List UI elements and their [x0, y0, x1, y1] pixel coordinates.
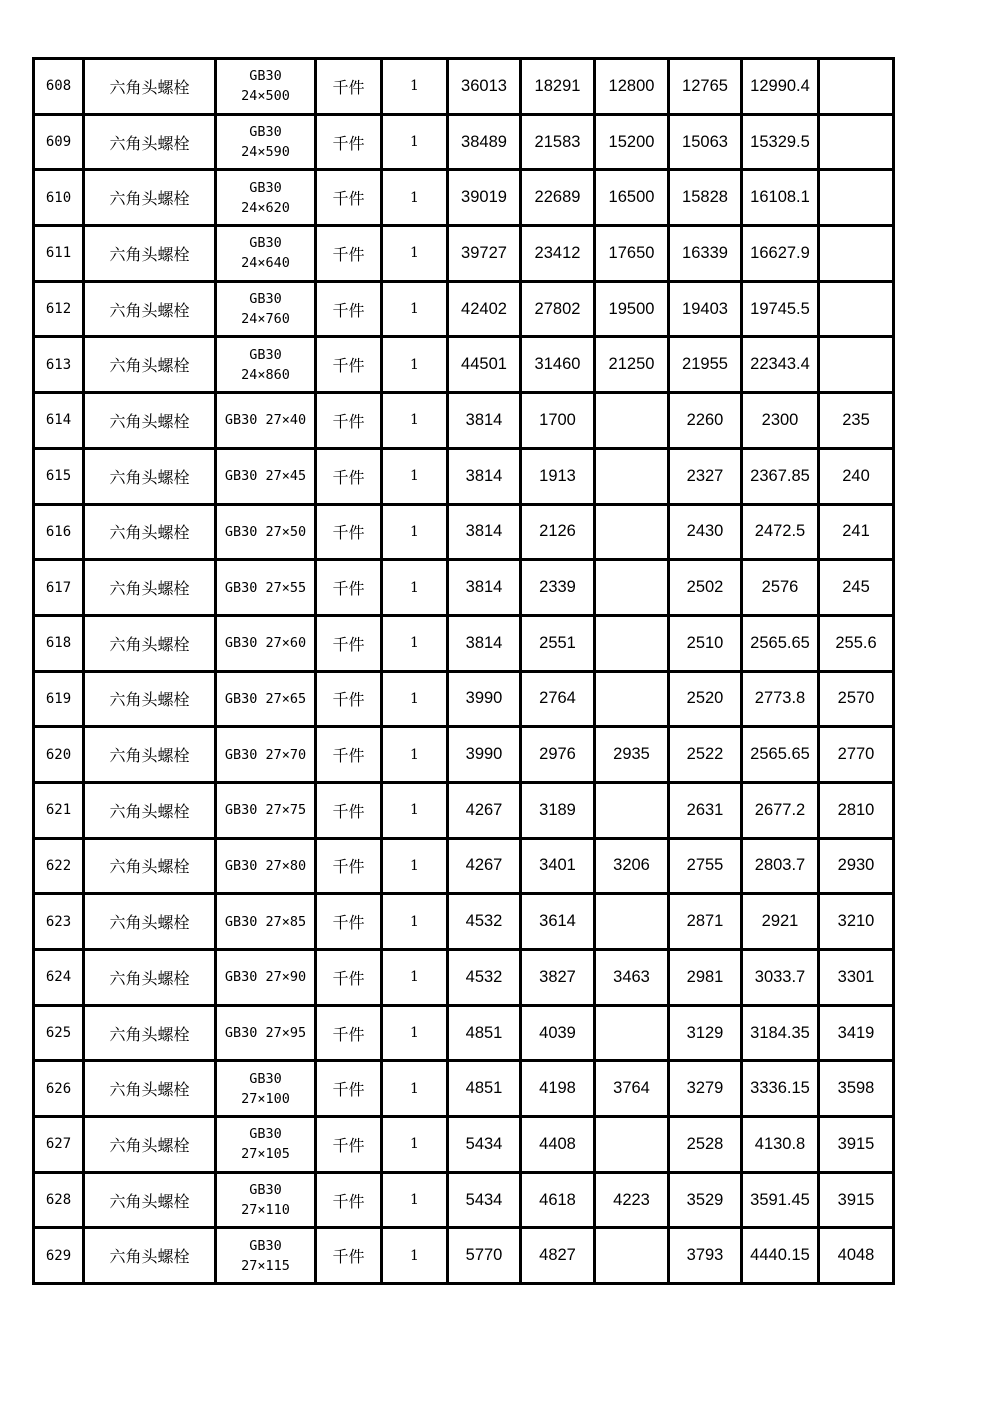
item-number-cell: 615 — [34, 448, 84, 504]
item-number-cell: 613 — [34, 337, 84, 393]
item-name-cell: 六角头螺栓 — [84, 560, 216, 616]
item-name-cell: 六角头螺栓 — [84, 1005, 216, 1061]
price-col-2-cell: 4198 — [521, 1061, 595, 1117]
price-col-3-cell — [595, 560, 669, 616]
price-col-6-cell: 2930 — [819, 838, 894, 894]
item-spec-cell: GB30 27×45 — [216, 448, 316, 504]
table-row — [34, 1228, 894, 1284]
price-col-2-cell: 23412 — [521, 226, 595, 282]
price-col-1-cell: 3814 — [448, 393, 521, 449]
item-spec-cell: GB30 27×100 — [216, 1061, 316, 1117]
item-name-cell: 六角头螺栓 — [84, 1117, 216, 1173]
item-qty-cell: 1 — [382, 281, 448, 337]
price-col-1-cell: 3814 — [448, 504, 521, 560]
price-col-1-cell: 3990 — [448, 727, 521, 783]
item-qty-cell: 1 — [382, 560, 448, 616]
item-number-cell: 623 — [34, 894, 84, 950]
price-col-2-cell: 1913 — [521, 448, 595, 504]
item-unit-cell: 千件 — [316, 615, 382, 671]
item-qty-cell: 1 — [382, 838, 448, 894]
price-col-6-cell: 4048 — [819, 1228, 894, 1284]
price-col-4-cell: 3129 — [669, 1005, 742, 1061]
price-table — [32, 57, 895, 1285]
price-col-5-cell: 2300 — [742, 393, 819, 449]
price-col-5-cell: 16108.1 — [742, 170, 819, 226]
price-col-4-cell: 21955 — [669, 337, 742, 393]
price-col-6-cell: 255.6 — [819, 615, 894, 671]
item-spec-cell: GB30 27×70 — [216, 727, 316, 783]
item-unit-cell: 千件 — [316, 114, 382, 170]
price-col-6-cell: 240 — [819, 448, 894, 504]
price-col-2-cell: 4827 — [521, 1228, 595, 1284]
item-unit-cell: 千件 — [316, 281, 382, 337]
item-spec-cell: GB30 24×500 — [216, 59, 316, 115]
item-qty-cell: 1 — [382, 615, 448, 671]
price-col-2-cell: 2764 — [521, 671, 595, 727]
item-qty-cell: 1 — [382, 727, 448, 783]
item-number-cell: 618 — [34, 615, 84, 671]
price-col-1-cell: 4532 — [448, 950, 521, 1006]
table-row — [34, 448, 894, 504]
price-col-5-cell: 3336.15 — [742, 1061, 819, 1117]
price-col-5-cell: 2472.5 — [742, 504, 819, 560]
item-number-cell: 622 — [34, 838, 84, 894]
price-col-2-cell: 4618 — [521, 1172, 595, 1228]
item-unit-cell: 千件 — [316, 950, 382, 1006]
table-row — [34, 727, 894, 783]
price-col-1-cell: 38489 — [448, 114, 521, 170]
price-col-3-cell: 2935 — [595, 727, 669, 783]
price-col-2-cell: 1700 — [521, 393, 595, 449]
item-number-cell: 614 — [34, 393, 84, 449]
item-spec-cell: GB30 27×95 — [216, 1005, 316, 1061]
item-spec-cell: GB30 27×80 — [216, 838, 316, 894]
item-number-cell: 624 — [34, 950, 84, 1006]
price-col-3-cell — [595, 1228, 669, 1284]
item-name-cell: 六角头螺栓 — [84, 671, 216, 727]
price-col-4-cell: 2510 — [669, 615, 742, 671]
price-col-3-cell: 12800 — [595, 59, 669, 115]
item-qty-cell: 1 — [382, 1117, 448, 1173]
item-unit-cell: 千件 — [316, 782, 382, 838]
price-col-5-cell: 12990.4 — [742, 59, 819, 115]
item-qty-cell: 1 — [382, 448, 448, 504]
item-name-cell: 六角头螺栓 — [84, 1061, 216, 1117]
price-col-4-cell: 2430 — [669, 504, 742, 560]
price-col-6-cell: 235 — [819, 393, 894, 449]
item-qty-cell: 1 — [382, 1061, 448, 1117]
price-col-6-cell — [819, 59, 894, 115]
price-col-1-cell: 4851 — [448, 1061, 521, 1117]
price-col-6-cell: 3301 — [819, 950, 894, 1006]
price-col-3-cell — [595, 782, 669, 838]
item-qty-cell: 1 — [382, 671, 448, 727]
price-col-1-cell: 4532 — [448, 894, 521, 950]
item-number-cell: 610 — [34, 170, 84, 226]
price-col-4-cell: 2528 — [669, 1117, 742, 1173]
item-number-cell: 620 — [34, 727, 84, 783]
price-col-4-cell: 2327 — [669, 448, 742, 504]
item-qty-cell: 1 — [382, 950, 448, 1006]
item-unit-cell: 千件 — [316, 504, 382, 560]
price-col-2-cell: 3827 — [521, 950, 595, 1006]
price-col-2-cell: 31460 — [521, 337, 595, 393]
item-spec-cell: GB30 27×105 — [216, 1117, 316, 1173]
price-col-1-cell: 4851 — [448, 1005, 521, 1061]
price-col-4-cell: 2502 — [669, 560, 742, 616]
price-col-5-cell: 2367.85 — [742, 448, 819, 504]
price-col-4-cell: 2260 — [669, 393, 742, 449]
price-col-2-cell: 2976 — [521, 727, 595, 783]
item-spec-cell: GB30 27×110 — [216, 1172, 316, 1228]
item-spec-cell: GB30 24×620 — [216, 170, 316, 226]
price-col-4-cell: 15063 — [669, 114, 742, 170]
item-spec-cell: GB30 27×90 — [216, 950, 316, 1006]
item-name-cell: 六角头螺栓 — [84, 727, 216, 783]
table-row — [34, 838, 894, 894]
price-col-6-cell — [819, 114, 894, 170]
table-row — [34, 59, 894, 115]
price-col-6-cell — [819, 170, 894, 226]
price-col-6-cell: 3419 — [819, 1005, 894, 1061]
item-number-cell: 629 — [34, 1228, 84, 1284]
item-name-cell: 六角头螺栓 — [84, 114, 216, 170]
price-col-6-cell: 3598 — [819, 1061, 894, 1117]
price-col-4-cell: 2755 — [669, 838, 742, 894]
price-col-3-cell — [595, 393, 669, 449]
table-row — [34, 281, 894, 337]
price-col-6-cell: 2810 — [819, 782, 894, 838]
table-row — [34, 560, 894, 616]
price-col-6-cell — [819, 281, 894, 337]
table-row — [34, 615, 894, 671]
item-qty-cell: 1 — [382, 1228, 448, 1284]
price-col-4-cell: 2520 — [669, 671, 742, 727]
price-col-3-cell — [595, 504, 669, 560]
item-name-cell: 六角头螺栓 — [84, 894, 216, 950]
table-row — [34, 114, 894, 170]
price-col-3-cell — [595, 894, 669, 950]
price-col-6-cell — [819, 337, 894, 393]
item-qty-cell: 1 — [382, 226, 448, 282]
item-number-cell: 626 — [34, 1061, 84, 1117]
table-row — [34, 1172, 894, 1228]
price-col-1-cell: 5434 — [448, 1117, 521, 1173]
item-name-cell: 六角头螺栓 — [84, 838, 216, 894]
table-row — [34, 894, 894, 950]
price-col-4-cell: 15828 — [669, 170, 742, 226]
price-col-3-cell — [595, 615, 669, 671]
price-col-2-cell: 18291 — [521, 59, 595, 115]
item-number-cell: 627 — [34, 1117, 84, 1173]
price-col-5-cell: 22343.4 — [742, 337, 819, 393]
item-spec-cell: GB30 24×640 — [216, 226, 316, 282]
item-unit-cell: 千件 — [316, 838, 382, 894]
price-col-3-cell — [595, 1005, 669, 1061]
item-unit-cell: 千件 — [316, 1172, 382, 1228]
price-col-4-cell: 2981 — [669, 950, 742, 1006]
item-spec-cell: GB30 27×65 — [216, 671, 316, 727]
price-col-5-cell: 3591.45 — [742, 1172, 819, 1228]
item-qty-cell: 1 — [382, 114, 448, 170]
price-col-3-cell: 16500 — [595, 170, 669, 226]
table-row — [34, 393, 894, 449]
item-spec-cell: GB30 27×40 — [216, 393, 316, 449]
table-row — [34, 226, 894, 282]
price-col-1-cell: 44501 — [448, 337, 521, 393]
item-number-cell: 619 — [34, 671, 84, 727]
item-unit-cell: 千件 — [316, 894, 382, 950]
price-col-3-cell: 19500 — [595, 281, 669, 337]
price-col-2-cell: 4408 — [521, 1117, 595, 1173]
price-col-3-cell — [595, 671, 669, 727]
price-col-6-cell: 245 — [819, 560, 894, 616]
item-number-cell: 608 — [34, 59, 84, 115]
price-col-5-cell: 3033.7 — [742, 950, 819, 1006]
item-number-cell: 625 — [34, 1005, 84, 1061]
price-col-2-cell: 3614 — [521, 894, 595, 950]
item-unit-cell: 千件 — [316, 170, 382, 226]
price-col-4-cell: 2631 — [669, 782, 742, 838]
price-col-2-cell: 3189 — [521, 782, 595, 838]
table-row — [34, 782, 894, 838]
item-qty-cell: 1 — [382, 504, 448, 560]
item-unit-cell: 千件 — [316, 59, 382, 115]
item-number-cell: 612 — [34, 281, 84, 337]
item-unit-cell: 千件 — [316, 560, 382, 616]
item-spec-cell: GB30 27×50 — [216, 504, 316, 560]
price-col-2-cell: 3401 — [521, 838, 595, 894]
item-unit-cell: 千件 — [316, 226, 382, 282]
price-col-1-cell: 5770 — [448, 1228, 521, 1284]
price-col-5-cell: 19745.5 — [742, 281, 819, 337]
item-name-cell: 六角头螺栓 — [84, 1228, 216, 1284]
item-qty-cell: 1 — [382, 1005, 448, 1061]
price-col-6-cell: 3210 — [819, 894, 894, 950]
price-col-4-cell: 19403 — [669, 281, 742, 337]
item-name-cell: 六角头螺栓 — [84, 782, 216, 838]
item-spec-cell: GB30 27×75 — [216, 782, 316, 838]
item-unit-cell: 千件 — [316, 1117, 382, 1173]
item-spec-cell: GB30 27×55 — [216, 560, 316, 616]
price-col-2-cell: 2126 — [521, 504, 595, 560]
price-col-5-cell: 3184.35 — [742, 1005, 819, 1061]
price-col-2-cell: 22689 — [521, 170, 595, 226]
table-row — [34, 337, 894, 393]
price-col-2-cell: 21583 — [521, 114, 595, 170]
table-row — [34, 504, 894, 560]
price-col-1-cell: 39727 — [448, 226, 521, 282]
item-spec-cell: GB30 27×60 — [216, 615, 316, 671]
price-col-2-cell: 27802 — [521, 281, 595, 337]
table-row — [34, 1061, 894, 1117]
item-name-cell: 六角头螺栓 — [84, 226, 216, 282]
item-qty-cell: 1 — [382, 170, 448, 226]
price-col-4-cell: 3279 — [669, 1061, 742, 1117]
price-col-1-cell: 4267 — [448, 838, 521, 894]
price-col-4-cell: 12765 — [669, 59, 742, 115]
price-col-1-cell: 4267 — [448, 782, 521, 838]
price-col-3-cell: 21250 — [595, 337, 669, 393]
price-col-2-cell: 2339 — [521, 560, 595, 616]
item-name-cell: 六角头螺栓 — [84, 950, 216, 1006]
item-number-cell: 628 — [34, 1172, 84, 1228]
price-col-6-cell: 241 — [819, 504, 894, 560]
price-col-4-cell: 2871 — [669, 894, 742, 950]
price-col-5-cell: 2565.65 — [742, 727, 819, 783]
price-col-4-cell: 16339 — [669, 226, 742, 282]
item-name-cell: 六角头螺栓 — [84, 393, 216, 449]
price-col-1-cell: 5434 — [448, 1172, 521, 1228]
item-number-cell: 611 — [34, 226, 84, 282]
item-name-cell: 六角头螺栓 — [84, 504, 216, 560]
item-spec-cell: GB30 24×590 — [216, 114, 316, 170]
table-row — [34, 170, 894, 226]
price-col-1-cell: 3814 — [448, 615, 521, 671]
item-name-cell: 六角头螺栓 — [84, 281, 216, 337]
item-name-cell: 六角头螺栓 — [84, 337, 216, 393]
item-number-cell: 616 — [34, 504, 84, 560]
price-col-6-cell — [819, 226, 894, 282]
price-col-3-cell: 17650 — [595, 226, 669, 282]
item-spec-cell: GB30 24×860 — [216, 337, 316, 393]
item-qty-cell: 1 — [382, 59, 448, 115]
price-col-4-cell: 2522 — [669, 727, 742, 783]
item-unit-cell: 千件 — [316, 727, 382, 783]
item-name-cell: 六角头螺栓 — [84, 170, 216, 226]
item-unit-cell: 千件 — [316, 1228, 382, 1284]
item-unit-cell: 千件 — [316, 393, 382, 449]
item-unit-cell: 千件 — [316, 671, 382, 727]
item-qty-cell: 1 — [382, 1172, 448, 1228]
price-col-3-cell: 3206 — [595, 838, 669, 894]
table-body — [34, 59, 894, 1284]
item-spec-cell: GB30 27×115 — [216, 1228, 316, 1284]
price-col-6-cell: 3915 — [819, 1117, 894, 1173]
item-qty-cell: 1 — [382, 782, 448, 838]
item-qty-cell: 1 — [382, 393, 448, 449]
price-col-6-cell: 2570 — [819, 671, 894, 727]
price-col-1-cell: 3990 — [448, 671, 521, 727]
item-name-cell: 六角头螺栓 — [84, 448, 216, 504]
table-row — [34, 1117, 894, 1173]
price-col-1-cell: 3814 — [448, 560, 521, 616]
item-unit-cell: 千件 — [316, 448, 382, 504]
price-col-1-cell: 42402 — [448, 281, 521, 337]
price-col-3-cell — [595, 448, 669, 504]
price-col-5-cell: 4440.15 — [742, 1228, 819, 1284]
price-col-3-cell: 4223 — [595, 1172, 669, 1228]
price-col-5-cell: 4130.8 — [742, 1117, 819, 1173]
price-col-4-cell: 3793 — [669, 1228, 742, 1284]
item-spec-cell: GB30 24×760 — [216, 281, 316, 337]
item-name-cell: 六角头螺栓 — [84, 615, 216, 671]
price-col-3-cell: 15200 — [595, 114, 669, 170]
price-col-6-cell: 2770 — [819, 727, 894, 783]
item-spec-cell: GB30 27×85 — [216, 894, 316, 950]
price-col-1-cell: 39019 — [448, 170, 521, 226]
price-col-6-cell: 3915 — [819, 1172, 894, 1228]
item-qty-cell: 1 — [382, 894, 448, 950]
item-unit-cell: 千件 — [316, 1061, 382, 1117]
price-col-4-cell: 3529 — [669, 1172, 742, 1228]
price-col-5-cell: 16627.9 — [742, 226, 819, 282]
price-col-3-cell — [595, 1117, 669, 1173]
item-unit-cell: 千件 — [316, 1005, 382, 1061]
price-col-5-cell: 2773.8 — [742, 671, 819, 727]
price-col-5-cell: 2565.65 — [742, 615, 819, 671]
table-row — [34, 671, 894, 727]
price-col-5-cell: 2576 — [742, 560, 819, 616]
price-col-1-cell: 3814 — [448, 448, 521, 504]
item-name-cell: 六角头螺栓 — [84, 1172, 216, 1228]
price-col-5-cell: 2921 — [742, 894, 819, 950]
price-col-3-cell: 3463 — [595, 950, 669, 1006]
item-unit-cell: 千件 — [316, 337, 382, 393]
price-col-5-cell: 2803.7 — [742, 838, 819, 894]
item-qty-cell: 1 — [382, 337, 448, 393]
price-col-5-cell: 15329.5 — [742, 114, 819, 170]
price-col-2-cell: 2551 — [521, 615, 595, 671]
table-row — [34, 950, 894, 1006]
price-col-3-cell: 3764 — [595, 1061, 669, 1117]
price-col-2-cell: 4039 — [521, 1005, 595, 1061]
item-number-cell: 621 — [34, 782, 84, 838]
item-number-cell: 609 — [34, 114, 84, 170]
table-row — [34, 1005, 894, 1061]
price-col-1-cell: 36013 — [448, 59, 521, 115]
price-col-5-cell: 2677.2 — [742, 782, 819, 838]
item-number-cell: 617 — [34, 560, 84, 616]
item-name-cell: 六角头螺栓 — [84, 59, 216, 115]
